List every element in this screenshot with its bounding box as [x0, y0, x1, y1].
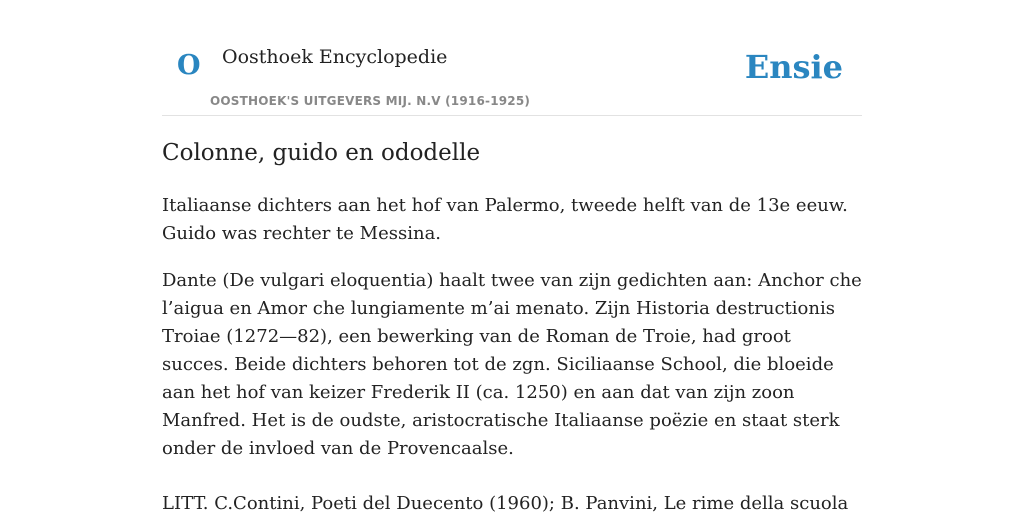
source-logo[interactable]: O: [177, 50, 201, 81]
page: [162, 0, 862, 512]
entry-body: [162, 192, 862, 512]
entry-paragraph: Italiaanse dichters aan het hof van Palermo, tweede helft van de 13e eeuw. Guido was rechter te Messina.: [162, 195, 848, 244]
brand-logo-link[interactable]: Ensie: [744, 48, 843, 86]
entry-paragraph: Dante (De vulgari eloquentia) haalt twee van zijn gedichten aan: Anchor che l’aigua en Amor che lungiamente m’ai menato. Zijn Historia destructionis Troiae (1272—82), een bewerking van de Roman de Troie, had groot succes. Beide dichters behoren tot de zgn. Siciliaanse School, die bloeide aan het hof van keizer Frederik II (ca. 1250) en aan dat van zijn zoon Manfred. Het is de oudste, aristocratische Italiaanse poëzie en staat sterk onder de invloed van de Provencaalse.: [162, 270, 862, 459]
source-title-link[interactable]: Oosthoek Encyclopedie: [222, 46, 448, 68]
literature-references: LITT. C.Contini, Poeti del Duecento (1960); B. Panvini, Le rime della scuola: [162, 493, 849, 512]
entry-title: Colonne, guido en ododelle: [162, 140, 481, 166]
source-header: [162, 0, 862, 116]
source-subtitle: OOSTHOEK'S UITGEVERS MIJ. N.V (1916-1925): [210, 94, 531, 108]
